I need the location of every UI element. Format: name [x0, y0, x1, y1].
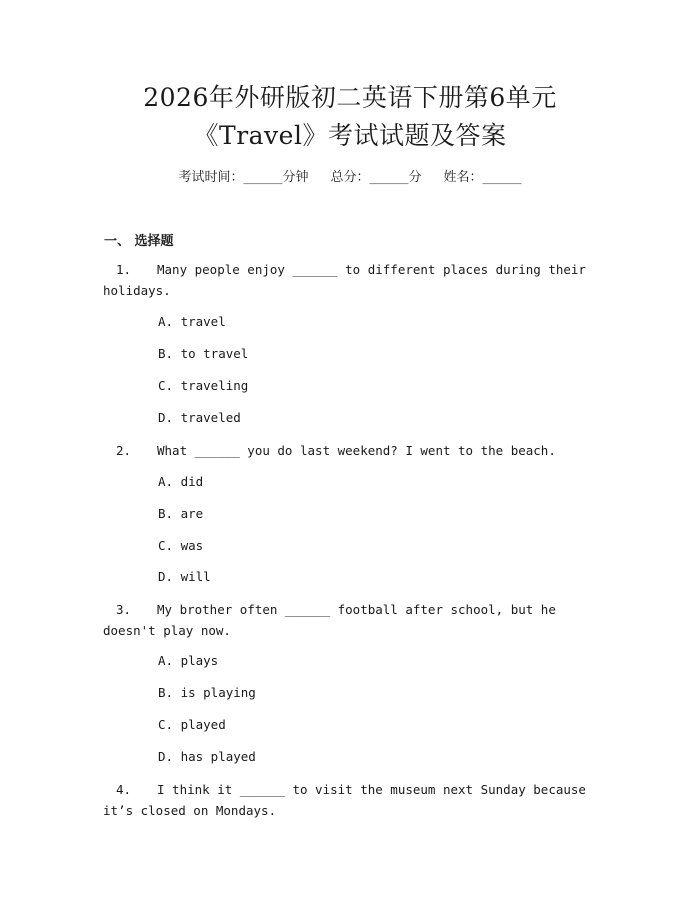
- option-2b: B. are: [158, 506, 204, 521]
- option-1a: A. travel: [158, 314, 226, 329]
- question-4: [103, 779, 593, 821]
- question-2: [103, 440, 593, 461]
- option-2d: D. will: [158, 569, 211, 584]
- question-number: 3.: [115, 602, 131, 617]
- option-3c: C. played: [158, 717, 226, 732]
- option-3d: D. has played: [158, 749, 256, 764]
- page-title-line2: 《Travel》考试试题及答案: [193, 121, 507, 150]
- option-1c: C. traveling: [158, 378, 249, 393]
- question-number: 1.: [115, 262, 131, 277]
- exam-score: 总分：______分: [330, 170, 422, 185]
- option-1d: D. traveled: [158, 410, 241, 425]
- question-3: [103, 599, 593, 641]
- question-number: 4.: [115, 782, 131, 797]
- option-1b: B. to travel: [158, 346, 249, 361]
- question-text: I think it ______ to visit the museum next Sunday because it’s closed on Mondays.: [103, 782, 586, 818]
- question-text: What ______ you do last weekend? I went to the beach.: [157, 443, 556, 458]
- option-3b: B. is playing: [158, 685, 256, 700]
- question-text: Many people enjoy ______ to different places during their holidays.: [103, 262, 586, 298]
- page-title-line1: 2026年外研版初二英语下册第6单元: [143, 83, 557, 112]
- exam-name: 姓名：______: [443, 170, 522, 185]
- question-text: My brother often ______ football after school, but he doesn't play now.: [103, 602, 556, 638]
- exam-meta: [0, 169, 700, 187]
- exam-time: 考试时间：______分钟: [178, 170, 309, 185]
- option-3a: A. plays: [158, 653, 219, 668]
- option-2a: A. did: [158, 474, 204, 489]
- option-2c: C. was: [158, 538, 204, 553]
- question-1: [103, 259, 593, 301]
- section-heading: 一、 选择题: [104, 234, 174, 249]
- question-number: 2.: [115, 443, 131, 458]
